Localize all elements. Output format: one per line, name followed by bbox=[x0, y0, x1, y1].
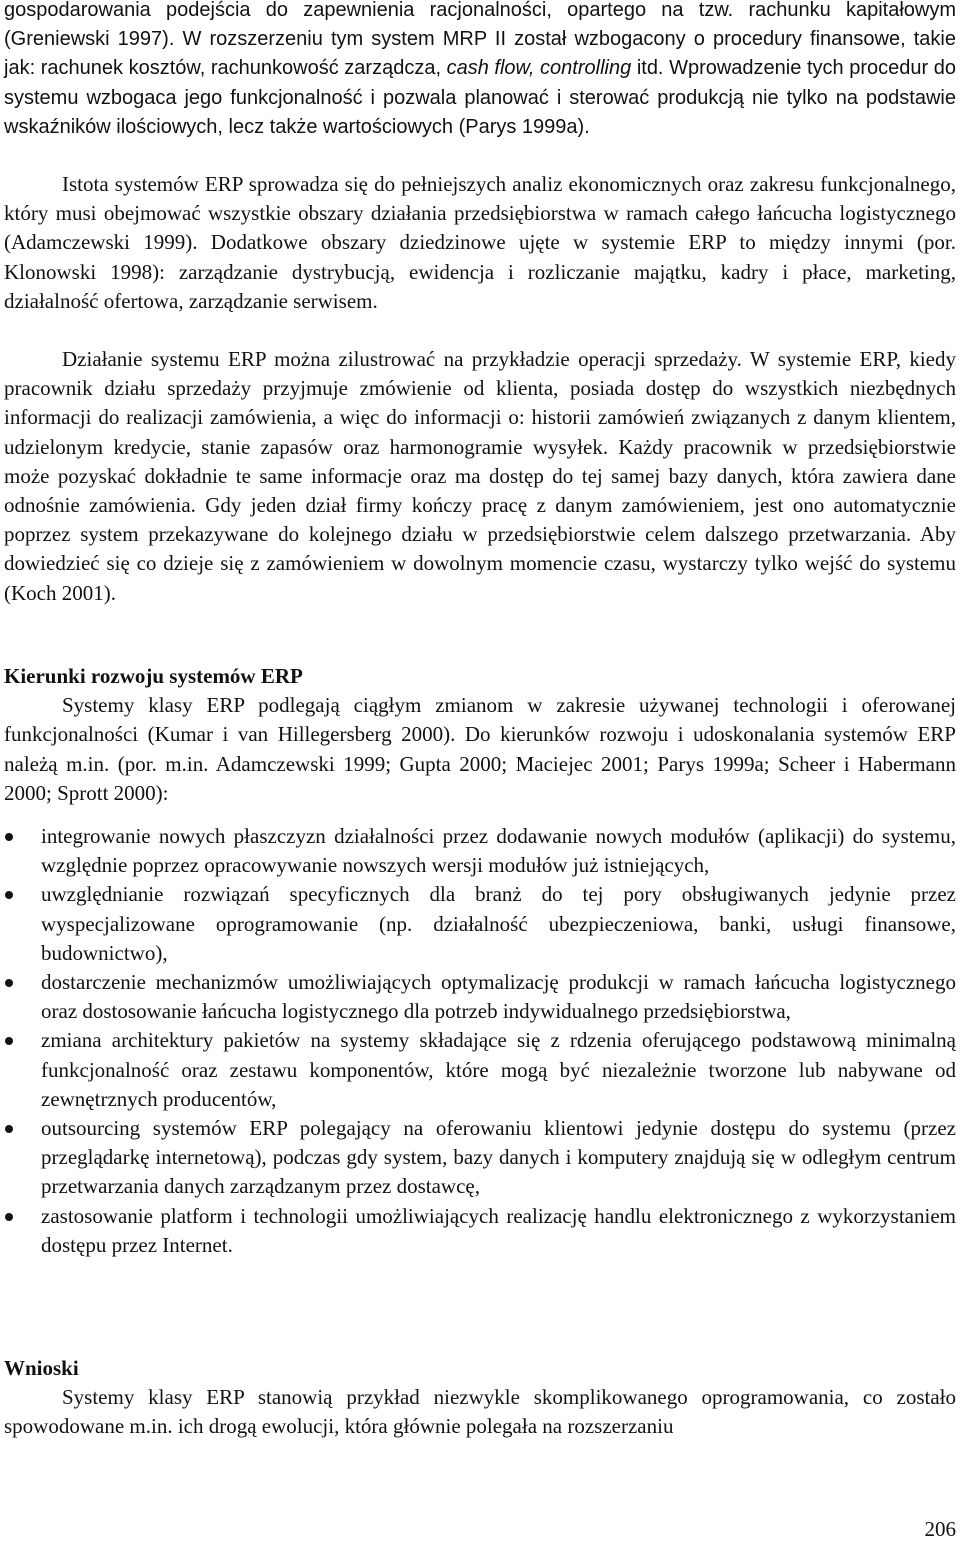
list-item bbox=[4, 1114, 956, 1202]
bullet-icon bbox=[5, 979, 13, 987]
comma: , bbox=[528, 57, 535, 80]
controlling-term: controlling bbox=[540, 57, 632, 80]
list-item bbox=[4, 968, 956, 1026]
section-heading-directions: Kierunki rozwoju systemów ERP bbox=[4, 664, 303, 688]
bullet-icon bbox=[5, 1125, 13, 1133]
conclusions-text: Systemy klasy ERP stanowią przykład niezwykle skomplikowanego oprogramowania, co zostało spowodowane m.in. ich drogą ewolucji, która głównie polegała na rozszerzaniu bbox=[4, 1385, 956, 1439]
intro-sentence-1: gospodarowania podejścia do zapewnienia racjonalności, opartego na tzw. rachunku kapitałowym (Greniewski 1997). bbox=[4, 0, 956, 51]
list-item bbox=[4, 822, 956, 880]
sales-example-text: Działanie systemu ERP można zilustrować na przykładzie operacji sprzedaży. W systemie ERP, kiedy pracownik działu sprzedaży przyjmuje zmówienie od klienta, posiada dostęp do wszystkich niezbędnych informacji do realizacji zamówienia, a więc do informacji o: historii zamówień związanych z danym klientem, udzielonym kredycie, stanie zapasów oraz harmonogramie wysyłek. Każdy pracownik w przedsiębiorstwie może pozyskać dokładnie te same informacje oraz ma dostęp do tej samej bazy danych, która zawiera dane odnośnie zamówienia. Gdy jeden dział firmy kończy pracę z danym zamówieniem, jest ono automatycznie poprzez system przekazywane do kolejnego działu w przedsiębiorstwie celem dalszego przetwarzania. Aby dowiedzieć się co dzieje się z zamówieniem w dowolnym momencie czasu, wystarczy tylko wejść do systemu (Koch 2001). bbox=[4, 347, 956, 605]
intro-sentence-3: itd. Wprowadzenie tych procedur do systemu wzbogaca jego funkcjonalność i pozwala planować i sterować produkcją nie tylko na podstawie wskaźników ilościowych, lecz także wartościowych (Parys 1999a). bbox=[4, 57, 956, 138]
list-item-text: zastosowanie platform i technologii umożliwiających realizację handlu elektronicznego z wykorzystaniem dostępu przez Internet. bbox=[41, 1203, 956, 1257]
list-item-text: uwzględnianie rozwiązań specyficznych dla branż do tej pory obsługiwanych jedynie przez wyspecjalizowane oprogramowanie (np. działalność ubezpieczeniowa, banki, usługi finansowe, budownictwo), bbox=[41, 882, 956, 965]
directions-intro-text: Systemy klasy ERP podlegają ciągłym zmianom w zakresie używanej technologii i oferowanej funkcjonalności (Kumar i van Hillegersberg 2000). Do kierunków rozwoju i udoskonalania systemów ERP należą m.in. (por. m.in. Adamczewski 1999; Gupta 2000; Maciejec 2001; Parys 1999a; Scheer i Habermann 2000; Sprott 2000): bbox=[4, 693, 956, 805]
bullet-icon bbox=[5, 1213, 13, 1221]
cash-flow-term: cash flow bbox=[446, 57, 529, 80]
paragraph-intro bbox=[4, 0, 956, 142]
intro-text bbox=[4, 0, 956, 142]
list-item-text: dostarczenie mechanizmów umożliwiających optymalizację produkcji w ramach łańcucha logistycznego oraz dostosowanie łańcucha logistycznego dla potrzeb indywidualnego przedsiębiorstwa, bbox=[41, 970, 956, 1024]
section-development-directions bbox=[4, 662, 956, 808]
list-item-text: integrowanie nowych płaszczyzn działalności przez dodawanie nowych modułów (aplikacji) do systemu, względnie poprzez opracowywanie nowszych wersji modułów już istniejących, bbox=[41, 824, 956, 878]
bullet-icon bbox=[5, 833, 13, 841]
section-heading-conclusions: Wnioski bbox=[4, 1356, 79, 1380]
section-conclusions bbox=[4, 1354, 956, 1442]
paragraph-erp-essence bbox=[4, 170, 956, 316]
bullet-list bbox=[4, 822, 956, 1260]
list-item bbox=[4, 880, 956, 968]
directions-list bbox=[4, 822, 956, 1260]
paragraph-sales-example bbox=[4, 345, 956, 608]
bullet-icon bbox=[5, 891, 13, 899]
intro-sentence-2: W rozszerzeniu tym system MRP II został wzbogacony o procedury finansowe, takie jak: rachunek kosztów, rachunkowość zarządcza, bbox=[4, 28, 956, 80]
list-item bbox=[4, 1026, 956, 1114]
list-item-text: outsourcing systemów ERP polegający na oferowaniu klientowi jedynie dostępu do systemu (przez przeglądarkę internetową), podczas gdy system, bazy danych i komputery znajdują się w odległym centrum przetwarzania danych zarządzanym przez dostawcę, bbox=[41, 1116, 956, 1199]
bullet-icon bbox=[5, 1037, 13, 1045]
erp-essence-text: Istota systemów ERP sprowadza się do pełniejszych analiz ekonomicznych oraz zakresu funkcjonalnego, który musi obejmować wszystkie obszary działania przedsiębiorstwa w ramach całego łańcucha logistycznego (Adamczewski 1999). Dodatkowe obszary dziedzinowe ujęte w systemie ERP to między innymi (por. Klonowski 1998): zarządzanie dystrybucją, ewidencja i rozliczanie majątku, kadry i płace, marketing, działalność ofertowa, zarządzanie serwisem. bbox=[4, 172, 956, 313]
list-item-text: zmiana architektury pakietów na systemy składające się z rdzenia oferującego podstawową minimalną funkcjonalność oraz zestawu komponentów, które mogą być niezależnie tworzone lub nabywane od zewnętrznych producentów, bbox=[41, 1028, 956, 1111]
list-item bbox=[4, 1202, 956, 1260]
page-number: 206 bbox=[924, 1517, 956, 1541]
